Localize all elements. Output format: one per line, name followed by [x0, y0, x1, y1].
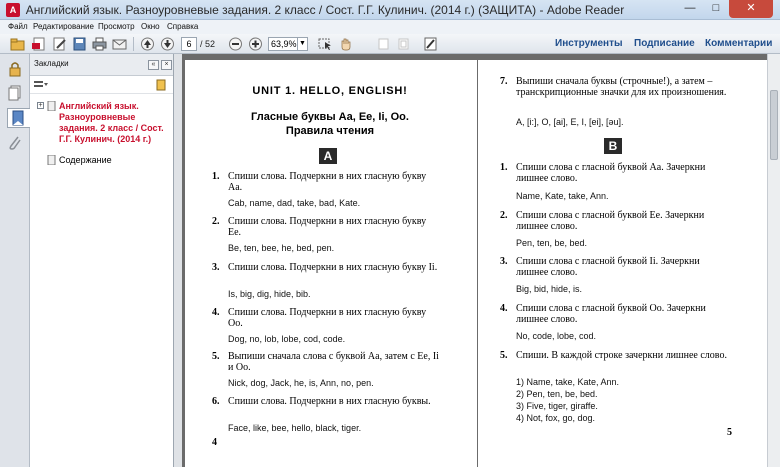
zoom-input[interactable]: 63,9% [268, 37, 298, 51]
exercise-number: 1. [500, 162, 508, 173]
expand-toggle[interactable]: + [38, 102, 43, 109]
exercise-instruction: Спиши слова с гласной буквой Aa. Зачеркни лишнее слово. [516, 162, 706, 184]
lesson-subtitle: Гласные буквы Aa, Ee, Ii, Oo. [251, 111, 409, 123]
exercise-words: Is, big, dig, hide, bib. [228, 289, 311, 299]
bookmarks-toolbar [30, 76, 173, 94]
exercise-words: Pen, ten, be, bed. [516, 238, 588, 248]
save-icon[interactable] [72, 37, 87, 51]
exercise-words: A, [i:], O, [ai], E, I, [ei], [əu]. [516, 117, 624, 127]
close-button[interactable]: ✕ [729, 0, 773, 18]
fit-page-icon[interactable] [396, 37, 411, 51]
list-item: 3) Five, tiger, giraffe. [516, 401, 598, 411]
navigation-pane-strip [0, 54, 30, 467]
exercise-number: 2. [212, 216, 220, 227]
menu-view[interactable]: Просмотр [98, 22, 135, 31]
page-total: / 52 [200, 39, 216, 49]
adobe-reader-icon: A [6, 3, 20, 17]
exercise-instruction: Спиши слова. Подчеркни в них гласную букву Ee. [228, 216, 427, 238]
menu-bar [0, 20, 780, 34]
email-icon[interactable] [112, 37, 127, 51]
exercise-instruction: Выпиши сначала слова с буквой Aa, затем с Ee, Ii и Oo. [228, 351, 439, 373]
bookmark-item-contents[interactable]: Содержание [59, 155, 112, 165]
exercise-words: Dog, no, lob, lobe, cod, code. [228, 334, 346, 344]
exercise-instruction: Спиши слова. Подчеркни в них гласную букву Oo. [228, 307, 427, 329]
full-screen-icon[interactable] [423, 37, 438, 51]
close-panel-icon[interactable]: × [161, 60, 172, 70]
title-bar [0, 0, 780, 20]
vertical-scrollbar[interactable] [767, 54, 780, 467]
section-a-badge: A [319, 148, 337, 164]
exercise-instruction: Спиши слова с гласной буквой Ee. Зачеркни лишнее слово. [516, 210, 705, 232]
new-bookmark-icon[interactable] [155, 79, 167, 91]
lock-icon[interactable] [6, 60, 24, 80]
window-title: Английский язык. Разноуровневые задания. 2 класс / Сост. Г.Г. Кулинич. (2014 г.) (ЗАЩИТА) - Adobe Reader [25, 3, 625, 17]
exercise-words: Name, Kate, take, Ann. [516, 191, 609, 201]
pdf-page-5 [478, 60, 767, 467]
menu-window[interactable]: Окно [141, 22, 160, 31]
page-number-input[interactable]: 6 [181, 37, 197, 51]
panel-splitter[interactable] [174, 54, 182, 467]
exercise-words: Be, ten, bee, he, bed, pen. [228, 243, 335, 253]
options-menu-icon[interactable] [34, 80, 48, 90]
exercise-number: 2. [500, 210, 508, 221]
bookmarks-icon[interactable] [7, 108, 30, 128]
menu-help[interactable]: Справка [167, 22, 199, 31]
zoom-in-icon[interactable] [248, 37, 263, 51]
select-tool-icon[interactable] [318, 37, 333, 51]
page-number: 4 [212, 437, 217, 448]
toolbar [0, 34, 780, 54]
previous-page-icon[interactable] [140, 37, 155, 51]
bookmark-item-title[interactable]: Английский язык. Разноуровневые задания. 2 класс / Сост. Г.Г. Кулинич. (2014 г.) [59, 101, 164, 144]
fit-width-icon[interactable] [376, 37, 391, 51]
create-pdf-icon[interactable] [31, 37, 46, 51]
list-item: 4) Not, fox, go, dog. [516, 413, 596, 423]
edit-icon[interactable] [52, 37, 67, 51]
exercise-number: 1. [212, 171, 220, 182]
bookmarks-header [30, 54, 173, 76]
comments-button[interactable]: Комментарии [705, 38, 773, 49]
page-thumbnails-icon[interactable] [6, 84, 24, 104]
exercise-instruction: Спиши слова. Подчеркни в них гласную букву Aa. [228, 171, 427, 193]
zoom-dropdown[interactable]: ▼ [298, 37, 308, 51]
exercise-number: 4. [500, 303, 508, 314]
exercise-instruction: Спиши слова. Подчеркни в них гласную буквы. [228, 396, 431, 407]
page-number: 5 [727, 427, 732, 438]
exercise-words: Face, like, bee, hello, black, tiger. [228, 423, 362, 433]
list-item: 1) Name, take, Kate, Ann. [516, 377, 620, 387]
exercise-instruction: Спиши слова с гласной буквой Ii. Зачеркни лишнее слово. [516, 256, 700, 278]
exercise-instruction: Спиши. В каждой строке зачеркни лишнее слово. [516, 350, 727, 361]
tools-button[interactable]: Инструменты [555, 38, 623, 49]
document-view [182, 54, 767, 467]
open-icon[interactable] [10, 37, 25, 51]
exercise-number: 7. [500, 76, 508, 87]
unit-title: UNIT 1. HELLO, ENGLISH! [252, 85, 408, 97]
exercise-number: 3. [212, 262, 220, 273]
exercise-instruction: Спиши слова. Подчеркни в них гласную букву Ii. [228, 262, 438, 273]
exercise-number: 5. [212, 351, 220, 362]
bookmarks-title: Закладки [34, 59, 69, 68]
exercise-number: 5. [500, 350, 508, 361]
attachments-icon[interactable] [6, 134, 24, 154]
exercise-instruction: Спиши слова с гласной буквой Oo. Зачеркни лишнее слово. [516, 303, 706, 325]
exercise-words: Cab, name, dad, take, bad, Kate. [228, 198, 361, 208]
section-b-badge: B [604, 138, 622, 154]
exercise-number: 3. [500, 256, 508, 267]
zoom-out-icon[interactable] [228, 37, 243, 51]
bookmark-icon [47, 155, 56, 165]
exercise-words: No, code, lobe, cod. [516, 331, 597, 341]
lesson-subtitle-2: Правила чтения [285, 125, 375, 137]
pdf-page-4 [185, 60, 477, 467]
scrollbar-thumb[interactable] [770, 90, 778, 160]
exercise-number: 4. [212, 307, 220, 318]
print-icon[interactable] [92, 37, 107, 51]
exercise-words: Nick, dog, Jack, he, is, Ann, no, pen. [228, 378, 374, 388]
menu-edit[interactable]: Редактирование [33, 22, 94, 31]
sign-button[interactable]: Подписание [634, 38, 695, 49]
exercise-number: 6. [212, 396, 220, 407]
exercise-words: Big, bid, hide, is. [516, 284, 583, 294]
bookmark-icon [47, 101, 56, 111]
minimize-button[interactable]: — [684, 2, 696, 14]
maximize-button[interactable]: □ [712, 2, 720, 14]
list-item: 2) Pen, ten, be, bed. [516, 389, 598, 399]
exercise-instruction: Выпиши сначала буквы (строчные!), а затем – транскрипционные значки для их произношения. [516, 76, 727, 98]
bookmarks-panel [30, 54, 174, 467]
next-page-icon[interactable] [160, 37, 175, 51]
hand-tool-icon[interactable] [338, 37, 353, 51]
menu-file[interactable]: Файл [8, 22, 28, 31]
collapse-panel-icon[interactable]: « [148, 60, 159, 70]
